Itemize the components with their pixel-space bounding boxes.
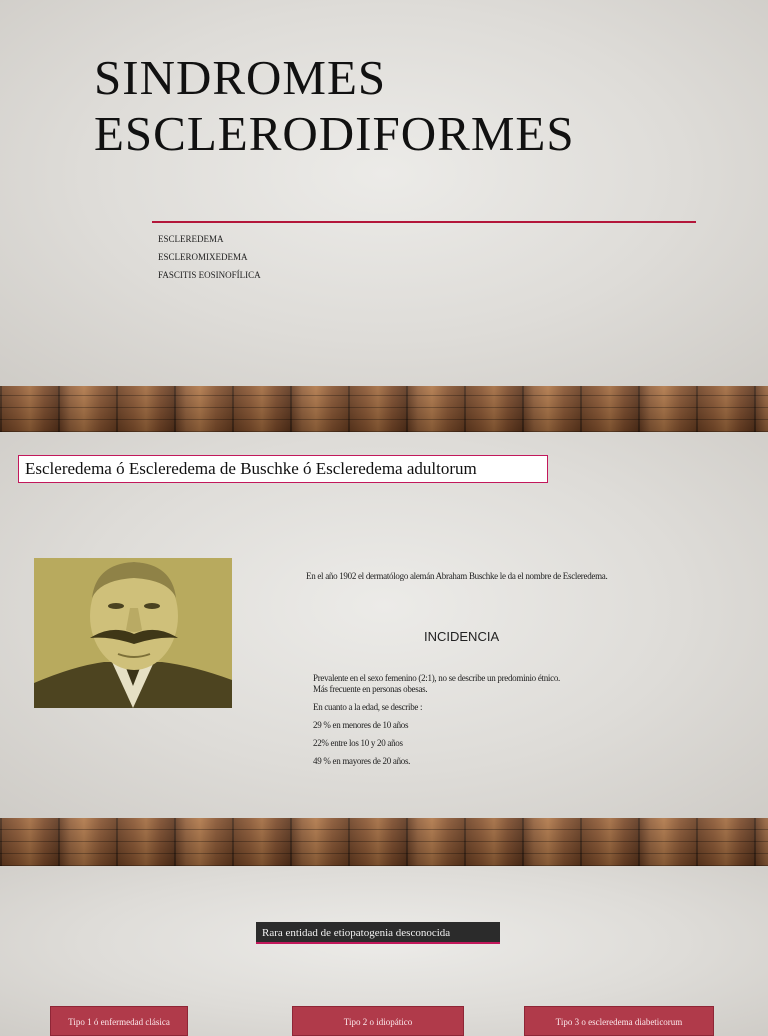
- fact-line: 29 % en menores de 10 años: [313, 720, 409, 730]
- type-2-box: Tipo 2 o idiopático: [292, 1006, 464, 1036]
- type-1-box: Tipo 1 ó enfermedad clásica: [50, 1006, 188, 1036]
- fact-line: Más frecuente en personas obesas.: [313, 684, 428, 694]
- wood-floor-divider: [0, 386, 768, 432]
- list-item: ESCLEREDEMA: [158, 234, 224, 244]
- fact-line: En cuanto a la edad, se describe :: [313, 702, 423, 712]
- type-3-box: Tipo 3 o escleredema diabeticorum: [524, 1006, 714, 1036]
- title-divider: [152, 221, 696, 223]
- intro-text: En el año 1902 el dermatólogo alemán Abraham Buschke le da el nombre de Escleredema.: [306, 571, 608, 581]
- incidence-facts: [313, 673, 560, 767]
- list-item: ESCLEROMIXEDEMA: [158, 252, 248, 262]
- incidence-heading: INCIDENCIA: [424, 629, 500, 644]
- syndrome-list: [158, 230, 261, 284]
- wood-floor-divider: [0, 818, 768, 866]
- slide-3: [0, 866, 768, 1036]
- fact-line: 49 % en mayores de 20 años.: [313, 756, 411, 766]
- fact-line: Prevalente en el sexo femenino (2:1), no se describe un predominio étnico.: [313, 673, 560, 683]
- etiopathogenesis-box: Rara entidad de etiopatogenia desconocida: [256, 922, 500, 944]
- slide-title: [94, 50, 575, 162]
- list-item: FASCITIS EOSINOFÍLICA: [158, 270, 261, 280]
- slide-1: [0, 0, 768, 386]
- fact-line: 22% entre los 10 y 20 años: [313, 738, 403, 748]
- title-line-1: SINDROMES: [94, 50, 387, 105]
- slide-2: [0, 432, 768, 818]
- title-line-2: ESCLERODIFORMES: [94, 106, 575, 161]
- slide-heading: Escleredema ó Escleredema de Buschke ó Escleredema adultorum: [18, 455, 548, 483]
- portrait-image: [34, 558, 232, 708]
